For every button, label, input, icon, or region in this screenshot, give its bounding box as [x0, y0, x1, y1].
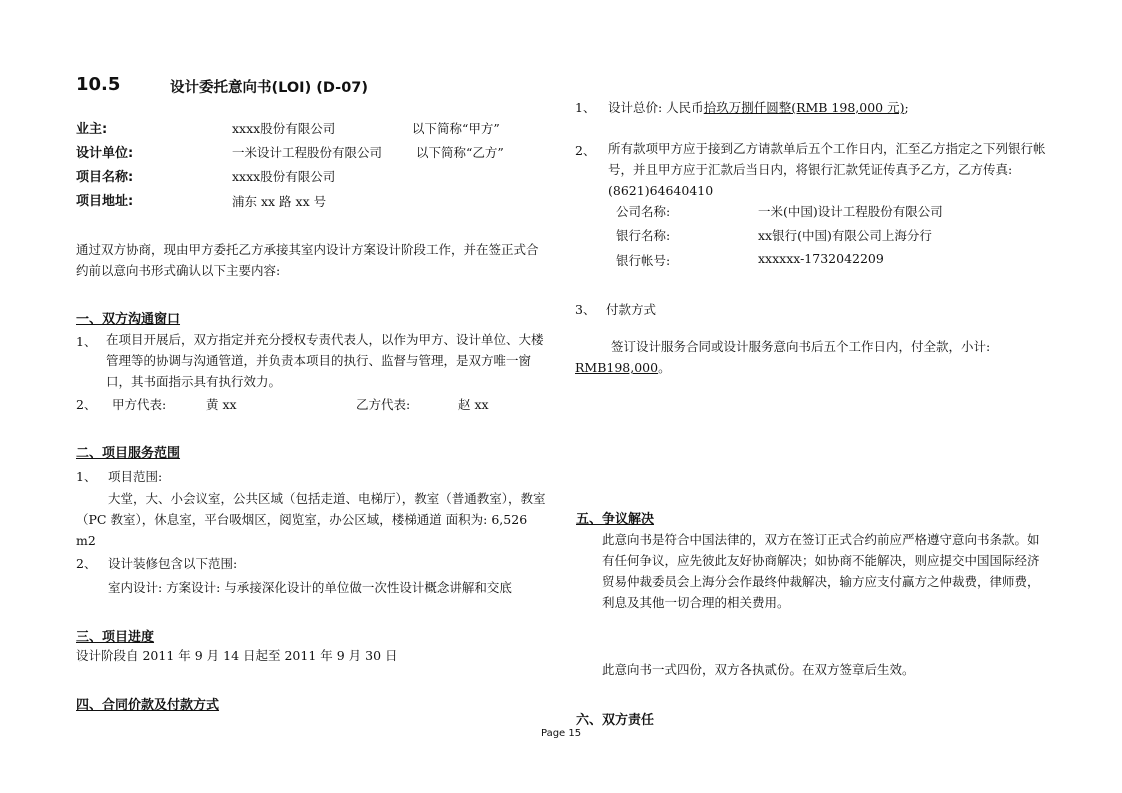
address-label: 项目地址: [76, 194, 134, 209]
owner-alias: 以下简称“甲方” [412, 121, 500, 136]
bank-account-label: 银行帐号: [616, 253, 671, 268]
designer-alias: 以下简称“乙方” [416, 145, 504, 160]
bank-company-value: 一米(中国)设计工程股份有限公司 [758, 204, 943, 219]
section5-copies: 此意向书一式四份，双方各执贰份。在双方签章后生效。 [602, 662, 915, 677]
project-value: xxxx股份有限公司 [232, 169, 336, 184]
subtotal-end: 。 [658, 360, 671, 375]
section1-item1-text: 在项目开展后，双方指定并充分授权专责代表人，以作为甲方、设计单位、大楼管理等的协调与沟通管道，并负责本项目的执行、监督与管理，是双方唯一窗口，其书面指示具有执行效力。 [106, 332, 544, 389]
bank-name-value: xx银行(中国)有限公司上海分行 [758, 228, 932, 243]
section2-heading: 二、项目服务范围 [76, 446, 181, 461]
section3-heading: 三、项目进度 [76, 630, 155, 645]
payment-item1-number: 1、 [575, 100, 596, 115]
rep-a-label: 甲方代表: [112, 397, 167, 412]
section5-text: 此意向书是符合中国法律的，双方在签订正式合约前应严格遵守意向书条款。如有任何争议，应先彼此友好协商解决；如协商不能解决，则应提交中国国际经济贸易仲裁委员会上海分会作最终仲裁解决，输方应支付赢方之仲裁费，律师费，利息及其他一切合理的相关费用。 [602, 532, 1040, 610]
payment-item1-text [608, 98, 909, 116]
payment-item2-text: 所有款项甲方应于接到乙方请款单后五个工作日内，汇至乙方指定之下列银行帐号，并且甲方应于汇款后当日内，将银行汇款凭证传真予乙方，乙方传真: (8621)64640410 [608, 141, 1046, 198]
owner-value: xxxx股份有限公司 [232, 121, 336, 136]
bank-name-label: 银行名称: [616, 228, 671, 243]
section5-heading: 五、争议解决 [576, 512, 655, 527]
section2-item1-number: 1、 [76, 469, 97, 484]
owner-label: 业主: [76, 122, 108, 137]
document-title: 设计委托意向书(LOI) (D-07) [170, 80, 369, 96]
payment-item2-number: 2、 [575, 143, 596, 158]
section1-item1-number: 1、 [76, 334, 97, 349]
section2-item2-title: 设计装修包含以下范围: [108, 556, 238, 571]
section6-heading: 六、双方责任 [576, 713, 655, 728]
payment-item3-title: 付款方式 [606, 302, 657, 317]
total-price-suffix: ; [904, 100, 909, 115]
payment-terms-text: 签订设计服务合同或设计服务意向书后五个工作日内，付全款，小计: [611, 339, 991, 354]
intro-paragraph: 通过双方协商，现由甲方委托乙方承接其室内设计方案设计阶段工作，并在签正式合约前以意向书形式确认以下主要内容: [76, 242, 539, 278]
bank-account-value: xxxxxx-1732042209 [758, 251, 884, 266]
section2-item2-number: 2、 [76, 556, 97, 571]
rep-b-name: 赵 xx [458, 397, 489, 412]
bank-company-label: 公司名称: [616, 204, 671, 219]
section2-item2-text: 室内设计: 方案设计: 与承接深化设计的单位做一次性设计概念讲解和交底 [108, 580, 512, 595]
payment-item3-number: 3、 [575, 302, 596, 317]
section2-item1-title: 项目范围: [108, 469, 163, 484]
section-number: 10.5 [76, 74, 121, 95]
rep-a-name: 黄 xx [206, 397, 237, 412]
address-value: 浦东 xx 路 xx 号 [232, 194, 327, 209]
payment-subtotal [575, 358, 671, 376]
designer-label: 设计单位: [76, 146, 134, 161]
designer-value: 一米设计工程股份有限公司 [232, 145, 383, 160]
section2-item1-text: 大堂，大、小会议室，公共区域（包括走道、电梯厅），教室（普通教室），教室（PC 教室），休息室，平台吸烟区，阅览室，办公区域，楼梯通道 面积为: 6,526 m2 [76, 491, 546, 548]
section1-heading: 一、双方沟通窗口 [76, 312, 181, 327]
section4-heading: 四、合同价款及付款方式 [76, 698, 220, 713]
section1-item2-number: 2、 [76, 397, 97, 412]
project-label: 项目名称: [76, 170, 134, 185]
rep-b-label: 乙方代表: [356, 397, 411, 412]
total-price-prefix: 设计总价: 人民币 [608, 100, 704, 115]
page-number: Page 15 [541, 728, 582, 739]
subtotal-amount: RMB198,000 [575, 360, 659, 375]
section3-text: 设计阶段自 2011 年 9 月 14 日起至 2011 年 9 月 30 日 [76, 648, 398, 663]
total-price-amount: 拾玖万捌仟圆整(RMB 198,000 元) [703, 100, 905, 115]
